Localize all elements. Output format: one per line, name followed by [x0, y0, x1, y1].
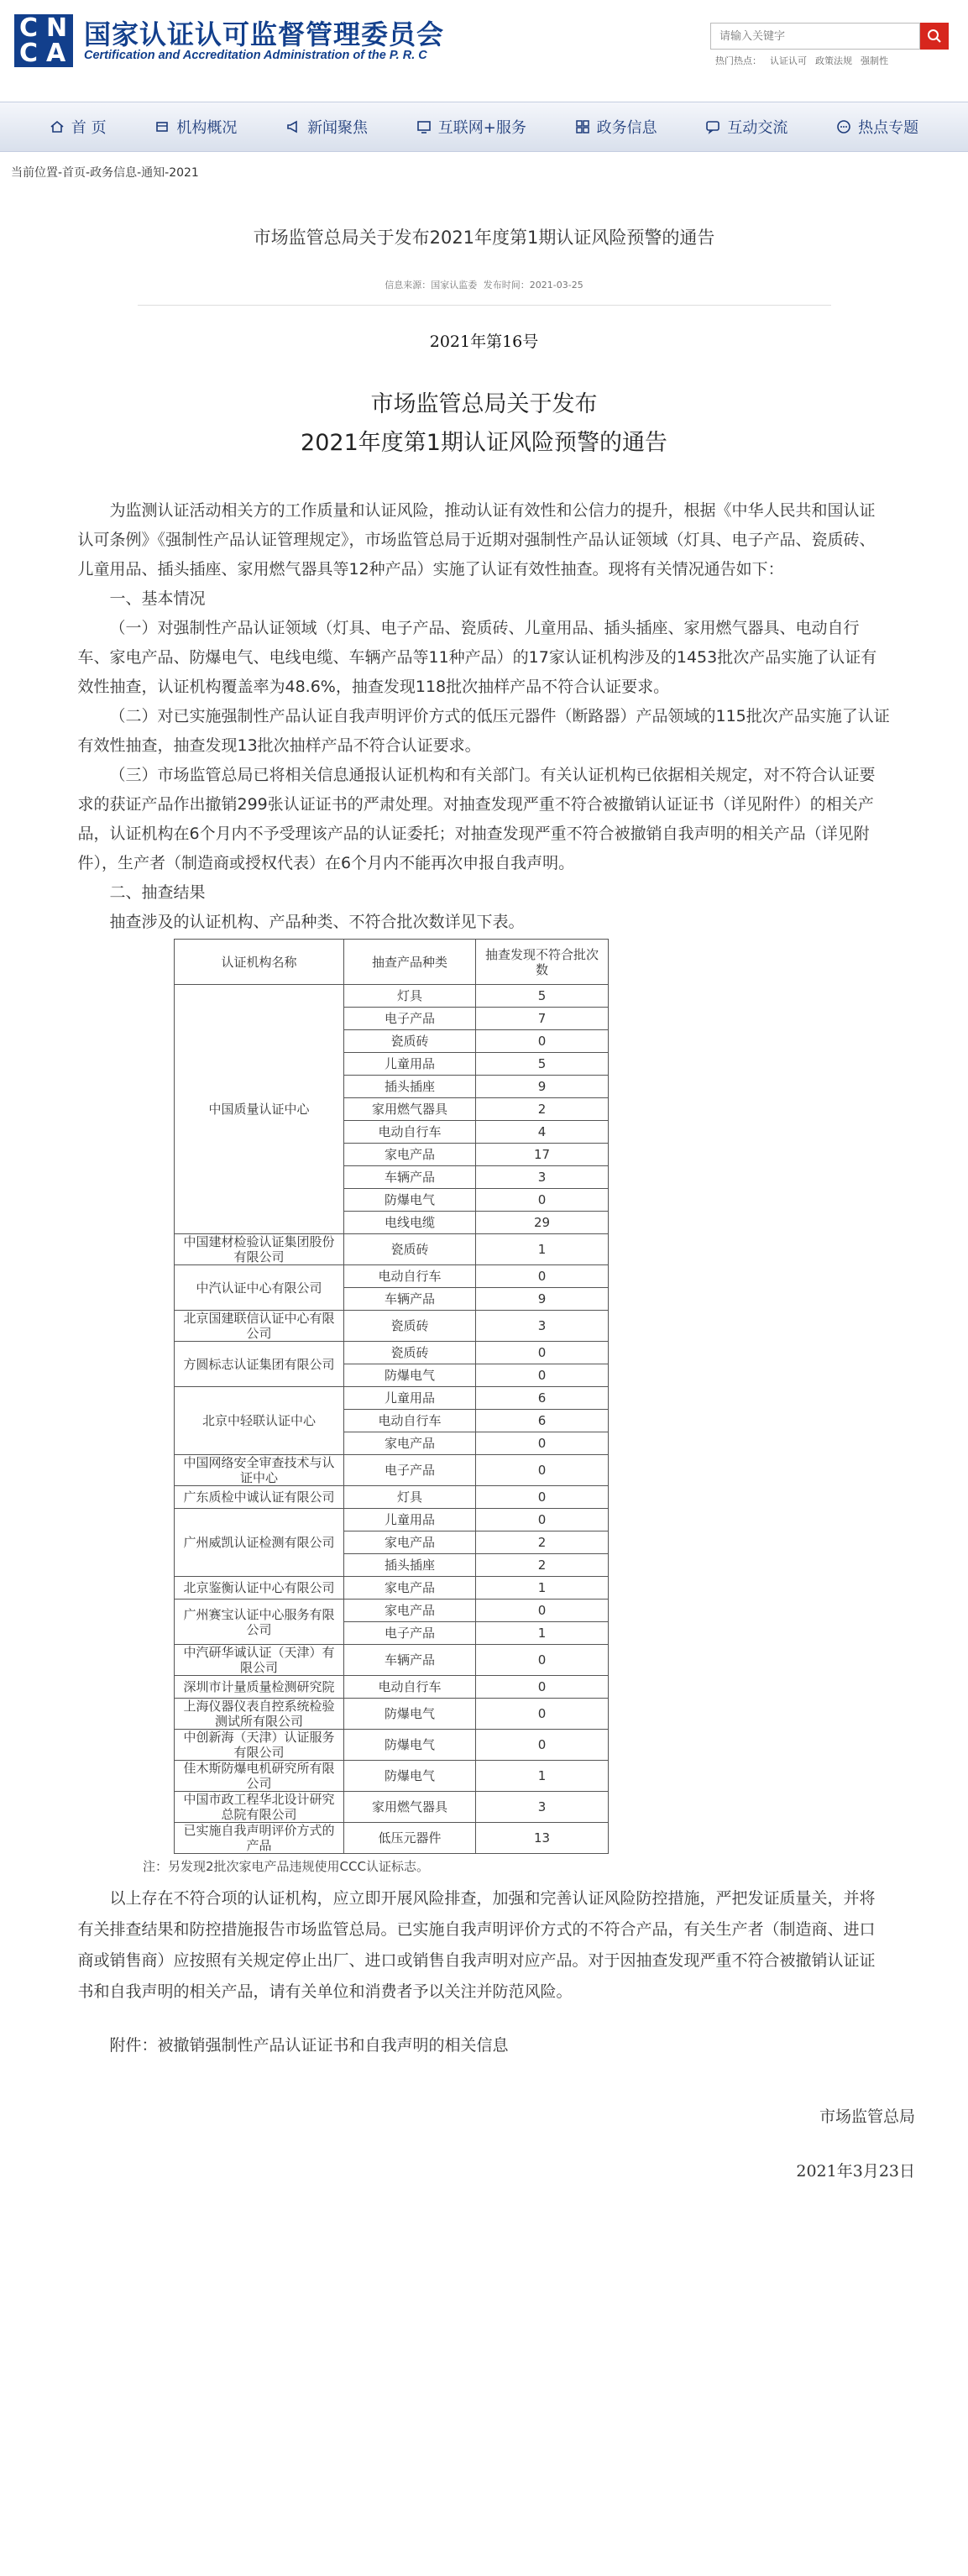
table-row	[175, 1699, 609, 1730]
count-cell: 0	[476, 1364, 609, 1387]
org-name-cell: 中国市政工程华北设计研究总院有限公司	[175, 1792, 344, 1823]
org-name-cell: 广东质检中诚认证有限公司	[175, 1486, 344, 1509]
hot-link[interactable]: 强制性	[861, 55, 888, 66]
product-type-cell: 电子产品	[344, 1008, 476, 1030]
nav-topics[interactable]	[836, 116, 918, 138]
nav-label: 新闻聚焦	[307, 119, 369, 137]
count-cell: 0	[476, 1455, 609, 1486]
search-bar	[710, 23, 949, 50]
count-cell: 6	[476, 1387, 609, 1410]
document-number: 2021年第16号	[429, 332, 539, 351]
count-cell: 9	[476, 1076, 609, 1098]
count-cell: 2	[476, 1531, 609, 1554]
count-cell: 0	[476, 1486, 609, 1509]
hot-label: 热门热点：	[715, 55, 761, 66]
table-row	[175, 1311, 609, 1342]
count-cell: 1	[476, 1761, 609, 1792]
logo-letter: C	[19, 39, 39, 68]
article-meta	[0, 278, 968, 291]
table-row	[175, 1645, 609, 1676]
count-cell: 0	[476, 1342, 609, 1364]
site-logo[interactable]	[14, 14, 73, 67]
count-cell: 0	[476, 1645, 609, 1676]
hot-link[interactable]: 认证认可	[770, 55, 807, 66]
count-cell: 0	[476, 1600, 609, 1622]
main-title	[0, 385, 968, 463]
nav-about[interactable]	[154, 116, 237, 138]
product-type-cell: 防爆电气	[344, 1761, 476, 1792]
site-name-cn: 国家认证认可监督管理委员会	[84, 18, 445, 50]
product-type-cell: 灯具	[344, 1486, 476, 1509]
count-cell: 3	[476, 1311, 609, 1342]
nav-label: 互联网+服务	[437, 119, 526, 137]
table-row	[175, 1761, 609, 1792]
article-body	[78, 496, 891, 937]
count-cell: 7	[476, 1008, 609, 1030]
service-icon	[416, 119, 432, 134]
nav-label: 政务信息	[596, 119, 657, 137]
product-type-cell: 防爆电气	[344, 1699, 476, 1730]
table-row	[175, 1730, 609, 1761]
breadcrumb: 当前位置-首页-政务信息-通知-2021	[11, 166, 199, 180]
product-type-cell: 车辆产品	[344, 1166, 476, 1189]
table-row	[175, 1577, 609, 1600]
count-cell: 0	[476, 1676, 609, 1699]
hot-search	[715, 54, 897, 67]
count-cell: 1	[476, 1577, 609, 1600]
org-name-cell: 广州赛宝认证中心服务有限公司	[175, 1600, 344, 1645]
logo-letter: N	[46, 13, 68, 43]
product-type-cell: 瓷质砖	[344, 1311, 476, 1342]
product-type-cell: 低压元器件	[344, 1823, 476, 1854]
product-type-cell: 瓷质砖	[344, 1342, 476, 1364]
attachment-link[interactable]: 附件：被撤销强制性产品认证证书和自我声明的相关信息	[109, 2036, 509, 2055]
product-type-cell: 插头插座	[344, 1076, 476, 1098]
count-cell: 5	[476, 985, 609, 1008]
count-cell: 17	[476, 1144, 609, 1166]
product-type-cell: 瓷质砖	[344, 1030, 476, 1053]
building-icon	[154, 119, 170, 134]
product-type-cell: 家电产品	[344, 1432, 476, 1455]
product-type-cell: 家电产品	[344, 1144, 476, 1166]
count-cell: 1	[476, 1622, 609, 1645]
divider	[138, 305, 831, 306]
product-type-cell: 电动自行车	[344, 1265, 476, 1288]
page-title: 市场监管总局关于发布2021年度第1期认证风险预警的通告	[253, 228, 715, 248]
org-name-cell: 中国建材检验认证集团股份有限公司	[175, 1234, 344, 1265]
article-conclusion	[78, 1883, 891, 2008]
product-type-cell: 家用燃气器具	[344, 1792, 476, 1823]
org-name-cell: 深圳市计量质量检测研究院	[175, 1676, 344, 1699]
org-name-cell: 中国网络安全审查技术与认证中心	[175, 1455, 344, 1486]
search-input[interactable]	[710, 23, 920, 50]
org-name-cell: 广州威凯认证检测有限公司	[175, 1509, 344, 1577]
product-type-cell: 车辆产品	[344, 1645, 476, 1676]
site-name-en: Certification and Accreditation Administration of the P. R. C	[84, 49, 427, 62]
table-row	[175, 1265, 609, 1288]
article-date: 发布时间：2021-03-25	[483, 280, 583, 291]
count-cell: 0	[476, 1265, 609, 1288]
table-row	[175, 1509, 609, 1531]
table-header-cell: 抽查产品种类	[344, 940, 476, 985]
table-row	[175, 1792, 609, 1823]
nav-label: 机构概况	[176, 119, 238, 137]
result-table	[174, 939, 609, 1854]
nav-label: 热点专题	[858, 119, 919, 137]
count-cell: 29	[476, 1212, 609, 1234]
article	[0, 197, 968, 2181]
product-type-cell: 防爆电气	[344, 1189, 476, 1212]
product-type-cell: 电线电缆	[344, 1212, 476, 1234]
count-cell: 4	[476, 1121, 609, 1144]
product-type-cell: 儿童用品	[344, 1387, 476, 1410]
search-button[interactable]	[920, 23, 949, 50]
org-name-cell: 北京国建联信认证中心有限公司	[175, 1311, 344, 1342]
product-type-cell: 电子产品	[344, 1455, 476, 1486]
org-name-cell: 北京鉴衡认证中心有限公司	[175, 1577, 344, 1600]
signature: 市场监管总局	[819, 2107, 915, 2126]
org-name-cell: 已实施自我声明评价方式的产品	[175, 1823, 344, 1854]
nav-service[interactable]	[416, 116, 526, 138]
count-cell: 0	[476, 1432, 609, 1455]
main-title-line: 2021年度第1期认证风险预警的通告	[301, 430, 667, 456]
nav-interaction[interactable]	[705, 116, 787, 138]
logo-letter: C	[19, 13, 39, 43]
org-name-cell: 中汽研华诚认证（天津）有限公司	[175, 1645, 344, 1676]
count-cell: 0	[476, 1030, 609, 1053]
megaphone-icon	[285, 119, 301, 134]
table-row	[175, 1387, 609, 1410]
table-row	[175, 1455, 609, 1486]
count-cell: 0	[476, 1699, 609, 1730]
count-cell: 1	[476, 1234, 609, 1265]
org-name-cell: 上海仪器仪表自控系统检验测试所有限公司	[175, 1699, 344, 1730]
site-header	[0, 0, 968, 91]
nav-label: 互动交流	[727, 119, 788, 137]
product-type-cell: 电动自行车	[344, 1121, 476, 1144]
count-cell: 3	[476, 1166, 609, 1189]
section-heading: 一、基本情况	[109, 589, 206, 608]
sign-date: 2021年3月23日	[796, 2162, 915, 2181]
org-name-cell: 中汽认证中心有限公司	[175, 1265, 344, 1311]
table-header-row	[175, 940, 609, 985]
nav-label: 首 页	[71, 119, 107, 137]
count-cell: 6	[476, 1410, 609, 1432]
main-nav	[0, 102, 968, 152]
count-cell: 2	[476, 1554, 609, 1577]
table-row	[175, 1486, 609, 1509]
count-cell: 9	[476, 1288, 609, 1311]
table-header-cell: 认证机构名称	[175, 940, 344, 985]
home-icon	[50, 119, 65, 134]
paragraph: 为监测认证活动相关方的工作质量和认证风险，推动认证有效性和公信力的提升，根据《中华人民共和国认证认可条例》《强制性产品认证管理规定》，市场监管总局于近期对强制性产品认证领域（灯具、电子产品、瓷质砖、儿童用品、插头插座、家用燃气器具等12种产品）实施了认证有效性抽查。现将有关情况通告如下：	[77, 501, 876, 579]
table-row	[175, 1600, 609, 1622]
logo-letter: A	[46, 39, 66, 68]
org-name-cell: 北京中轻联认证中心	[175, 1387, 344, 1455]
count-cell: 13	[476, 1823, 609, 1854]
count-cell: 0	[476, 1189, 609, 1212]
product-type-cell: 家用燃气器具	[344, 1098, 476, 1121]
table-row	[175, 1234, 609, 1265]
count-cell: 2	[476, 1098, 609, 1121]
org-name-cell: 佳木斯防爆电机研究所有限公司	[175, 1761, 344, 1792]
product-type-cell: 灯具	[344, 985, 476, 1008]
product-type-cell: 车辆产品	[344, 1288, 476, 1311]
search-icon	[927, 29, 942, 44]
table-row	[175, 985, 609, 1008]
paragraph: 抽查涉及的认证机构、产品种类、不符合批次数详见下表。	[109, 913, 525, 931]
count-cell: 3	[476, 1792, 609, 1823]
product-type-cell: 家电产品	[344, 1531, 476, 1554]
product-type-cell: 儿童用品	[344, 1053, 476, 1076]
table-row	[175, 1342, 609, 1364]
count-cell: 0	[476, 1509, 609, 1531]
main-title-line: 市场监管总局关于发布	[370, 391, 598, 417]
count-cell: 5	[476, 1053, 609, 1076]
grid-icon	[575, 119, 590, 134]
org-name-cell: 中创新海（天津）认证服务有限公司	[175, 1730, 344, 1761]
table-row	[175, 1823, 609, 1854]
table-header-cell: 抽查发现不符合批次数	[476, 940, 609, 985]
paragraph: （二）对已实施强制性产品认证自我声明评价方式的低压元器件（断路器）产品领域的115批次产品实施了认证有效性抽查，抽查发现13批次抽样产品不符合认证要求。	[77, 707, 890, 755]
paragraph: 以上存在不符合项的认证机构，应立即开展风险排查，加强和完善认证风险防控措施，严把发证质量关，并将有关排查结果和防控措施报告市场监管总局。已实施自我声明评价方式的不符合产品，有关生产者（制造商、进口商或销售商）应按照有关规定停止出厂、进口或销售自我声明对应产品。对于因抽查发现严重不符合被撤销认证证书和自我声明的相关产品，请有关单位和消费者予以关注并防范风险。	[77, 1889, 876, 2001]
hot-link[interactable]: 政策法规	[815, 55, 852, 66]
product-type-cell: 电子产品	[344, 1622, 476, 1645]
hot-icon	[836, 119, 851, 134]
product-type-cell: 防爆电气	[344, 1730, 476, 1761]
paragraph: （三）市场监管总局已将相关信息通报认证机构和有关部门。有关认证机构已依据相关规定，对不符合认证要求的获证产品作出撤销299张认证证书的严肃处理。对抽查发现严重不符合被撤销认证证书（详见附件）的相关产品，认证机构在6个月内不予受理该产品的认证委托；对抽查发现严重不符合被撤销自我声明的相关产品（详见附件），生产者（制造商或授权代表）在6个月内不能再次申报自我声明。	[77, 766, 876, 872]
product-type-cell: 电动自行车	[344, 1676, 476, 1699]
count-cell: 0	[476, 1730, 609, 1761]
product-type-cell: 家电产品	[344, 1577, 476, 1600]
paragraph: （一）对强制性产品认证领域（灯具、电子产品、瓷质砖、儿童用品、插头插座、家用燃气器具、电动自行车、家电产品、防爆电气、电线电缆、车辆产品等11种产品）的17家认证机构涉及的1453批次产品实施了认证有效性抽查，认证机构覆盖率为48.6%，抽查发现118批次抽样产品不符合认证要求。	[77, 619, 877, 696]
table-note: 注：另发现2批次家电产品违规使用CCC认证标志。	[143, 1859, 429, 1874]
nav-gov-info[interactable]	[575, 116, 657, 138]
org-name-cell: 中国质量认证中心	[175, 985, 344, 1234]
product-type-cell: 插头插座	[344, 1554, 476, 1577]
product-type-cell: 瓷质砖	[344, 1234, 476, 1265]
chat-icon	[705, 119, 720, 134]
nav-news[interactable]	[285, 116, 368, 138]
table-row	[175, 1676, 609, 1699]
product-type-cell: 家电产品	[344, 1600, 476, 1622]
product-type-cell: 儿童用品	[344, 1509, 476, 1531]
org-name-cell: 方圆标志认证集团有限公司	[175, 1342, 344, 1387]
nav-home[interactable]	[50, 116, 107, 138]
section-heading: 二、抽查结果	[109, 883, 206, 902]
article-source: 信息来源：国家认监委	[385, 280, 478, 291]
product-type-cell: 电动自行车	[344, 1410, 476, 1432]
product-type-cell: 防爆电气	[344, 1364, 476, 1387]
